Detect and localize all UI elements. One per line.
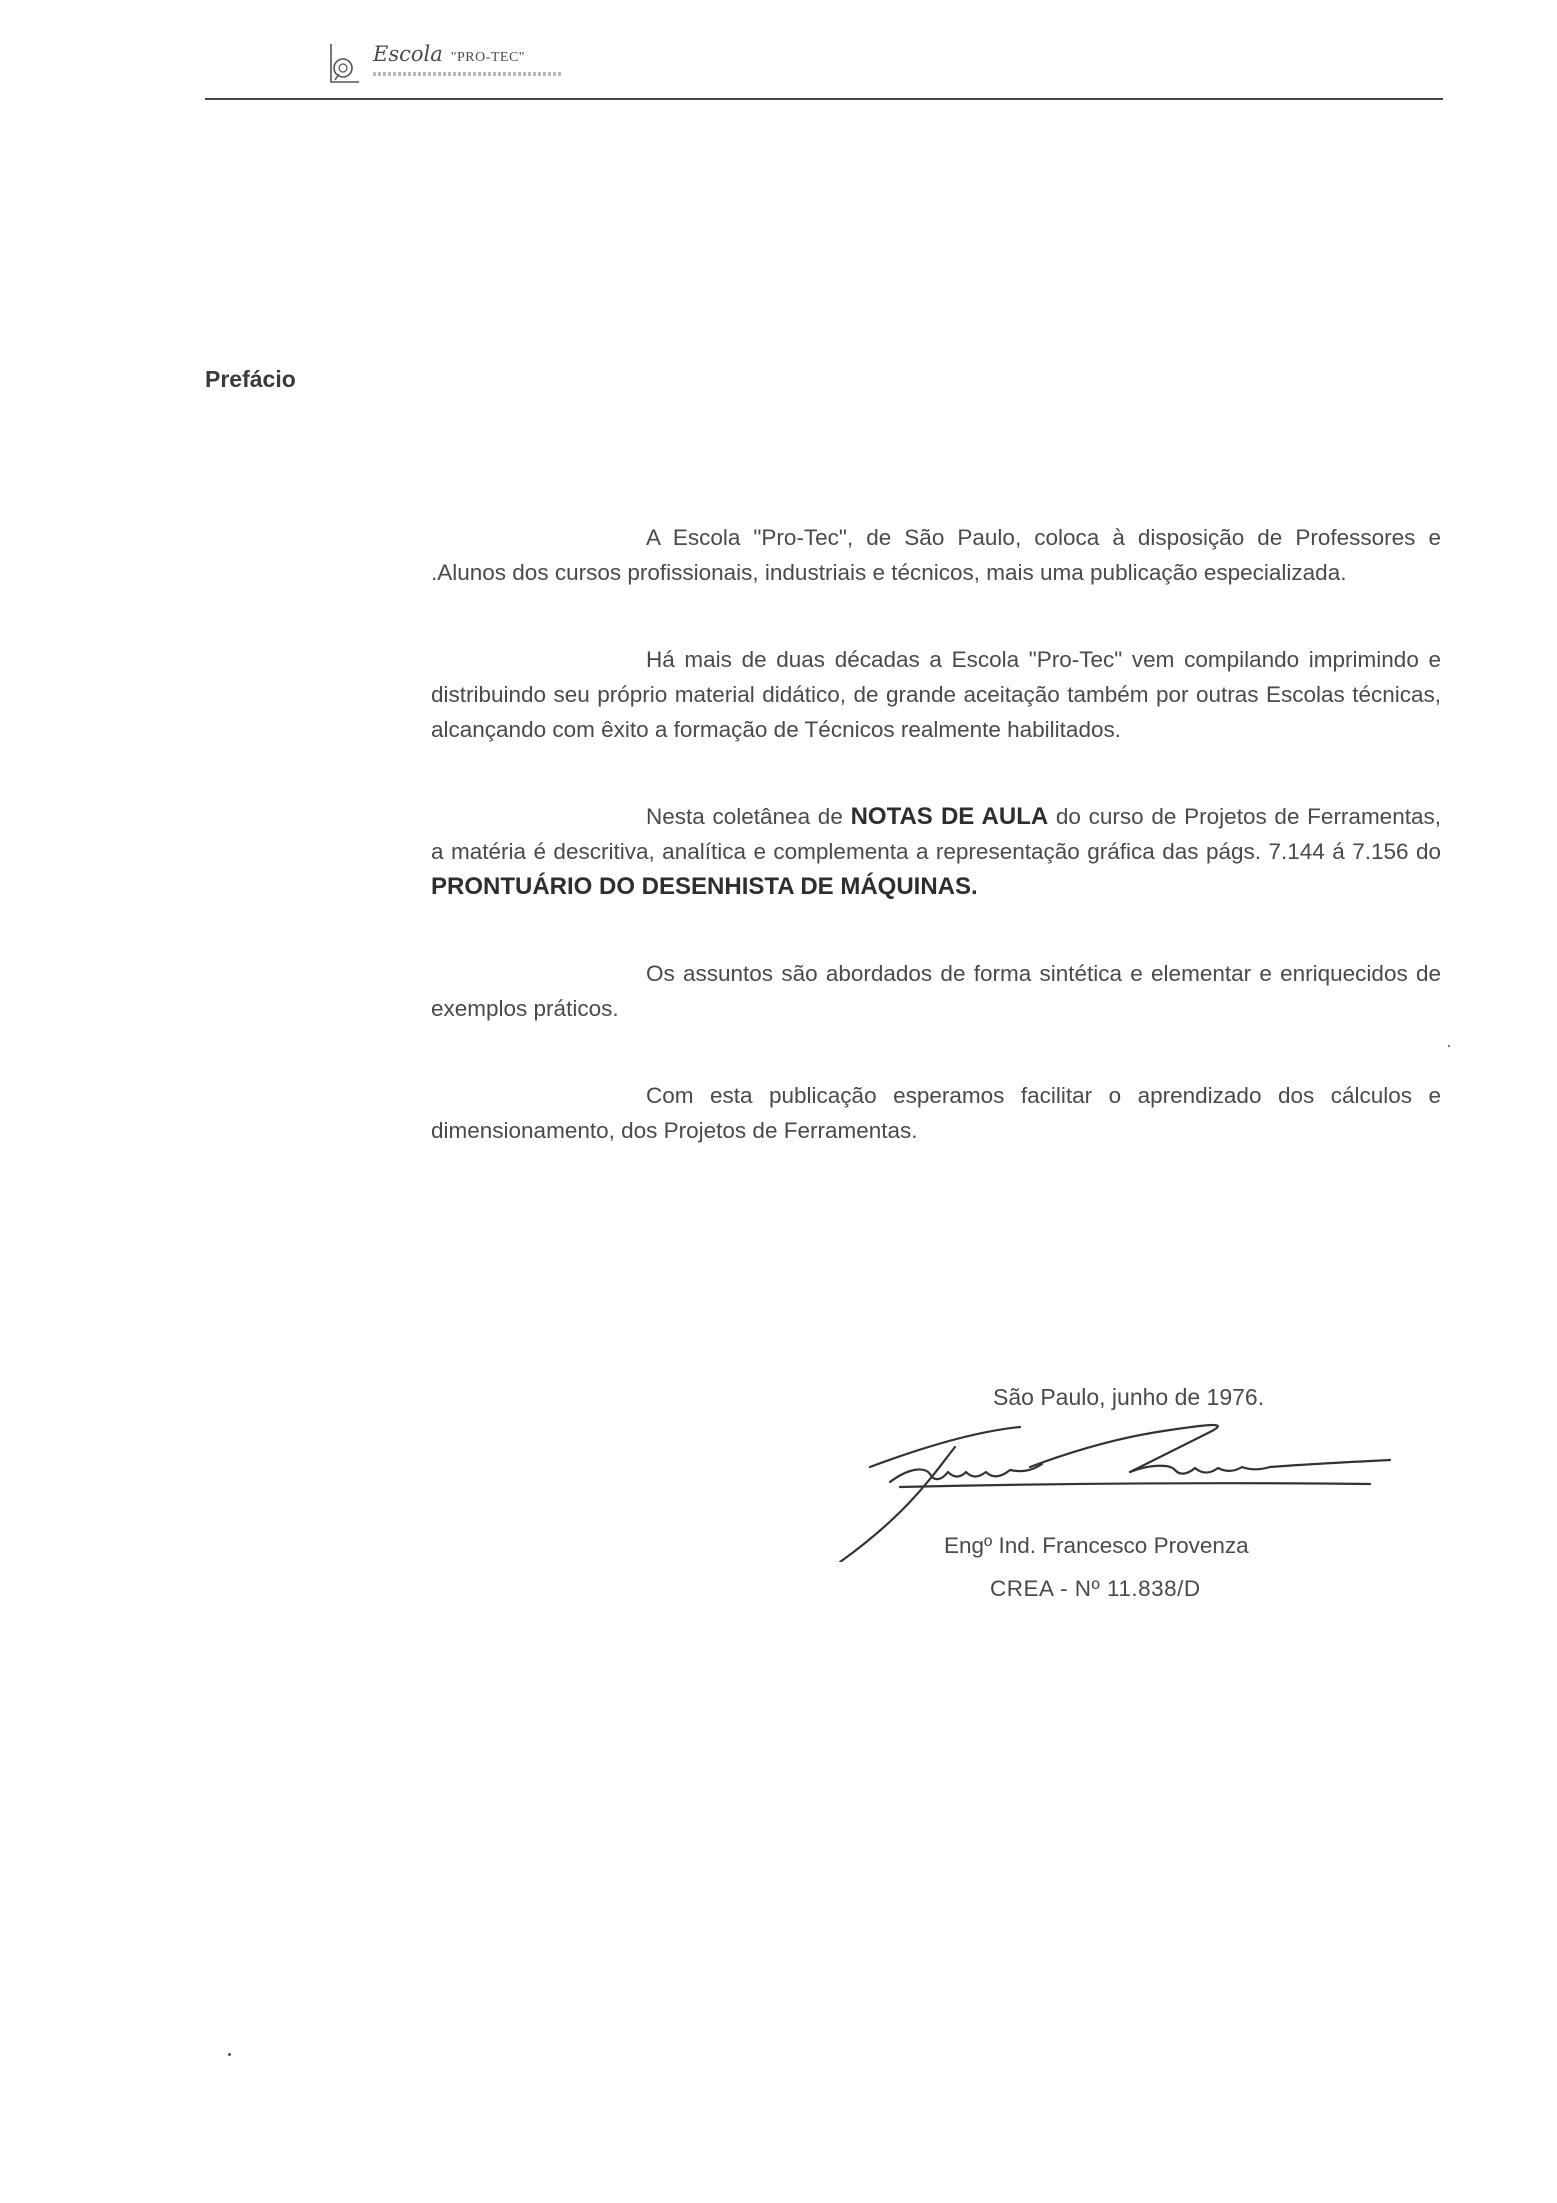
scan-speck [228, 2053, 231, 2056]
brand-name: "PRO-TEC" [450, 50, 526, 65]
paragraph-4: Os assuntos são abordados de forma sintética e elementar e enriquecidos de exemplos práticos. [431, 961, 1441, 1021]
paragraph-3 [431, 799, 1441, 904]
brand-script: Escola [373, 42, 443, 66]
paragraph-1: A Escola "Pro-Tec", de São Paulo, coloca à disposição de Professores e .Alunos dos cursos profissionais, industriais e técnicos, mais uma publicação especializada. [431, 525, 1441, 585]
paragraph-2: Há mais de duas décadas a Escola "Pro-Tec" vem compilando imprimindo e distribuindo seu próprio material didático, de grande aceitação também por outras Escolas técnicas, alcançando com êxito a formação de Técnicos realmente habilitados. [431, 647, 1441, 742]
paragraph-3-bold-a: NOTAS DE AULA [850, 803, 1049, 830]
brand [373, 42, 563, 76]
school-logo-icon [325, 42, 365, 88]
brand-subtitle-decoration [373, 72, 563, 76]
paragraph-3-text-b: do curso de Projetos de Ferramentas, a matéria é descritiva, analítica e complementa a representação gráfica das págs. 7.144 á 7.156 do [431, 804, 1441, 864]
paragraph-3-text-a: Nesta coletânea de [646, 804, 843, 829]
page-title: Prefácio [205, 366, 296, 392]
preface-body [431, 520, 1441, 1200]
paragraph-3-bold-b: PRONTUÁRIO DO DESENHISTA DE MÁQUINAS. [431, 873, 978, 900]
scan-speck [1448, 1045, 1450, 1047]
paragraph-5: Com esta publicação esperamos facilitar o aprendizado dos cálculos e dimensionamento, dos Projetos de Ferramentas. [431, 1083, 1441, 1143]
letterhead [325, 42, 563, 94]
place-date: São Paulo, junho de 1976. [993, 1384, 1265, 1410]
signatory-registration: CREA - Nº 11.838/D [990, 1576, 1201, 1601]
header-rule [205, 98, 1443, 100]
signatory-name: Engº Ind. Francesco Provenza [944, 1533, 1249, 1558]
